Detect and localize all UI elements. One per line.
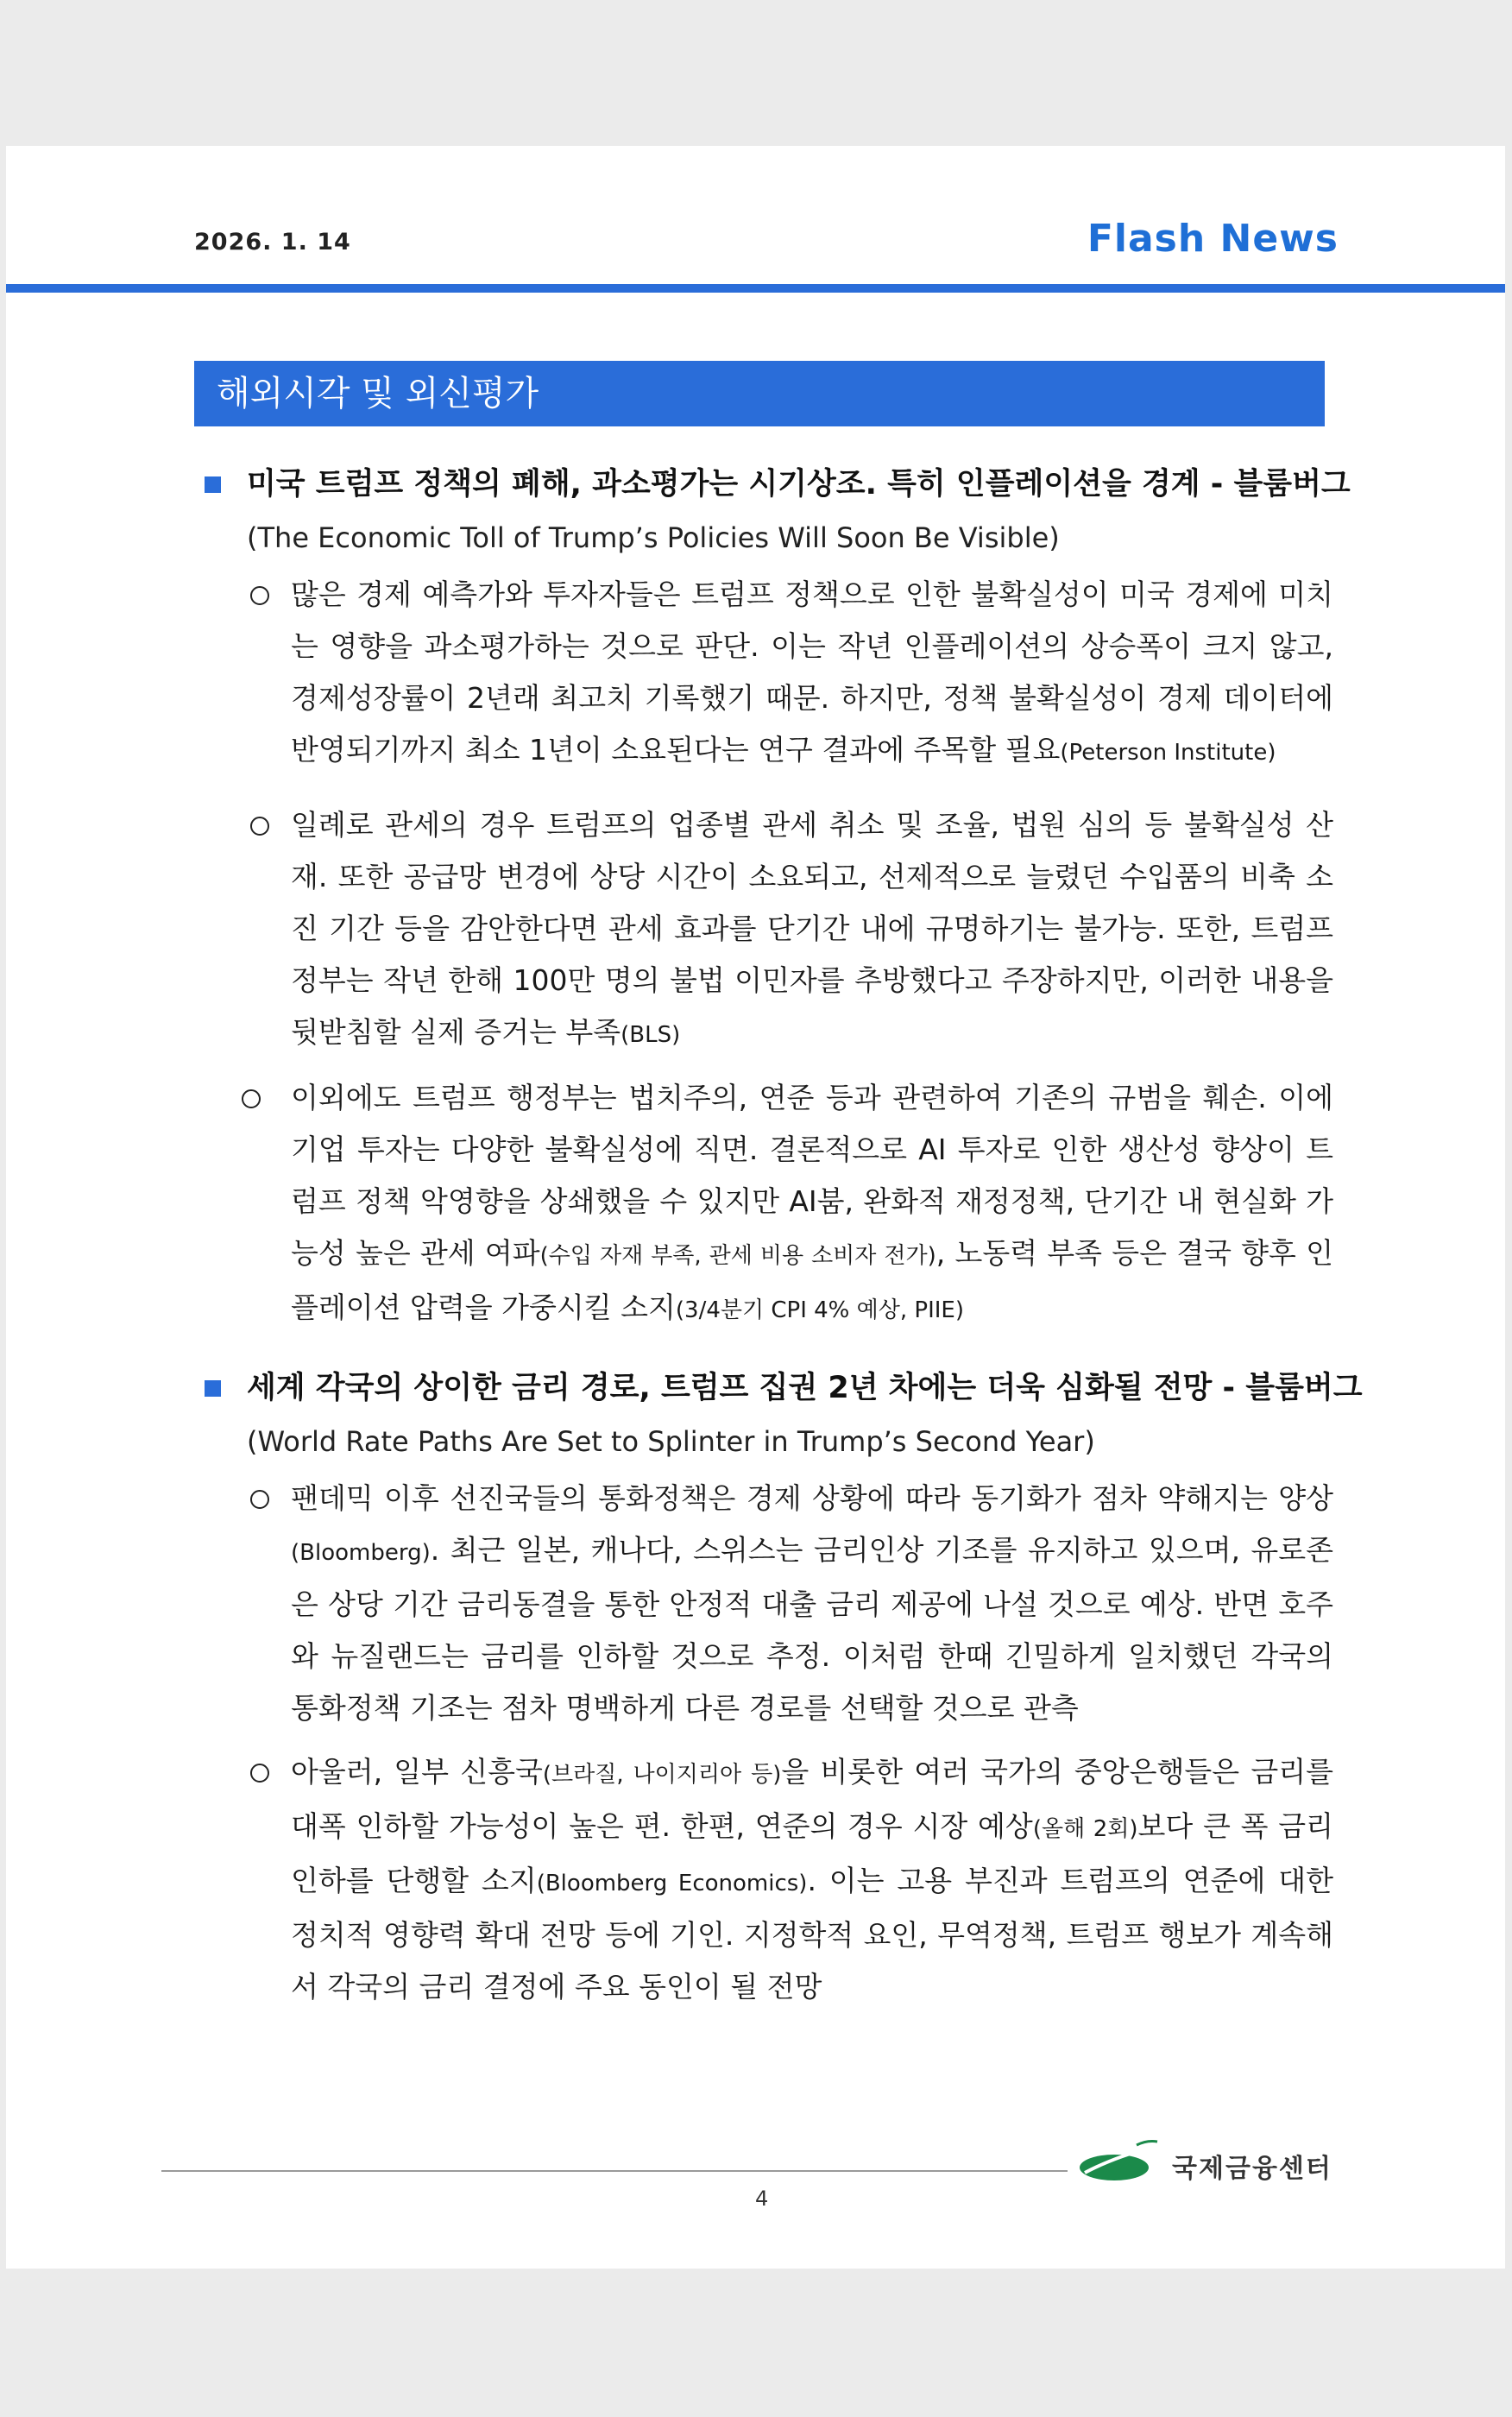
circle-bullet-icon bbox=[250, 817, 269, 836]
paragraph-text: 보다 큰 폭 금리인하를 단행할 소지 bbox=[291, 1809, 1333, 1897]
kcif-logo-icon bbox=[1076, 2138, 1159, 2183]
paragraph-text: , 노동력 부족 등은 결국 향후 인플레이션 압력을 가중시킬 소지 bbox=[291, 1236, 1333, 1324]
article-1-paragraph-3 bbox=[291, 1072, 1333, 1336]
circle-bullet-icon bbox=[250, 1490, 269, 1509]
footer-divider bbox=[161, 2170, 1068, 2172]
section-title: 해외시각 및 외신평가 bbox=[217, 374, 539, 413]
circle-bullet-icon bbox=[242, 1089, 261, 1108]
paragraph-text: 아울러, 일부 신흥국 bbox=[291, 1755, 543, 1789]
document-page bbox=[6, 146, 1505, 2269]
aside-note: (수입 자재 부족, 관세 비용 소비자 전가) bbox=[539, 1243, 936, 1269]
paragraph-text: 팬데믹 이후 선진국들의 통화정책은 경제 상황에 따라 동기화가 점차 약해지는 양상 bbox=[291, 1481, 1333, 1515]
brand-title: Flash News bbox=[1087, 217, 1339, 261]
paragraph-text: 일례로 관세의 경우 트럼프의 업종별 관세 취소 및 조율, 법원 심의 등 불확실성 산재. 또한 공급망 변경에 상당 시간이 소요되고, 선제적으로 늘렸던 수입품의 비축 소진 기간 등을 감안한다면 관세 효과를 단기간 내에 규명하기는 불가능. 또한, 트럼프 정부는 작년 한해 100만 명의 불법 이민자를 추방했다고 주장하지만, 이러한 내용을 뒷받침할 실제 증거는 부족 bbox=[291, 808, 1333, 1049]
source-note: (3/4분기 CPI 4% 예상, PIIE) bbox=[675, 1297, 964, 1323]
paragraph-text: . 최근 일본, 캐나다, 스위스는 금리인상 기조를 유지하고 있으며, 유로존은 상당 기간 금리동결을 통한 안정적 대출 금리 제공에 나설 것으로 예상. 반면 호주와 뉴질랜드는 금리를 인하할 것으로 추정. 이처럼 한때 긴밀하게 일치했던 각국의 통화정책 기조는 점차 명백하게 다른 경로를 선택할 것으로 관측 bbox=[291, 1533, 1333, 1725]
article-1-subtitle: (The Economic Toll of Trump’s Policies Will Soon Be Visible) bbox=[247, 521, 1060, 554]
paragraph-text: 이외에도 트럼프 행정부는 법치주의, 연준 등과 관련하여 기존의 규범을 훼손. 이에 기업 투자는 다양한 불확실성에 직면. 결론적으로 AI 투자로 인한 생산성 향상이 트럼프 정책 악영향을 상쇄했을 수 있지만 AI붐, 완화적 재정정책, 단기간 내 현실화 가능성 높은 관세 여파 bbox=[291, 1081, 1333, 1270]
article-2-subtitle: (World Rate Paths Are Set to Splinter in Trump’s Second Year) bbox=[247, 1425, 1095, 1458]
paragraph-text: 많은 경제 예측가와 투자자들은 트럼프 정책으로 인한 불확실성이 미국 경제에 미치는 영향을 과소평가하는 것으로 판단. 이는 작년 인플레이션의 상승폭이 크지 않고, 경제성장률이 2년래 최고치 기록했기 때문. 하지만, 정책 불확실성이 경제 데이터에 반영되기까지 최소 1년이 소요된다는 연구 결과에 주목할 필요 bbox=[291, 577, 1333, 767]
aside-note: (올해 2회) bbox=[1032, 1816, 1138, 1842]
article-2-paragraph-1 bbox=[291, 1473, 1333, 1734]
circle-bullet-icon bbox=[250, 1764, 269, 1783]
section-header bbox=[194, 361, 1325, 426]
source-note: (Bloomberg) bbox=[291, 1540, 431, 1566]
circle-bullet-icon bbox=[250, 586, 269, 605]
source-note: (BLS) bbox=[621, 1022, 681, 1048]
article-2-paragraph-2 bbox=[291, 1746, 1333, 2013]
article-2-title: 세계 각국의 상이한 금리 경로, 트럼프 집권 2년 차에는 더욱 심화될 전망 - 블룸버그 bbox=[247, 1371, 1363, 1405]
source-note: (Bloomberg Economics) bbox=[536, 1871, 808, 1896]
page-number: 4 bbox=[755, 2187, 769, 2211]
article-1-paragraph-2 bbox=[291, 799, 1333, 1061]
square-bullet-icon bbox=[205, 476, 221, 493]
paragraph-text: 을 비롯한 여러 국가의 중앙은행들은 금리를 대폭 인하할 가능성이 높은 편. 한편, 연준의 경우 시장 예상 bbox=[291, 1755, 1333, 1843]
report-date: 2026. 1. 14 bbox=[194, 229, 351, 256]
square-bullet-icon bbox=[205, 1380, 221, 1397]
article-1-title: 미국 트럼프 정책의 폐해, 과소평가는 시기상조. 특히 인플레이션을 경계 - 블룸버그 bbox=[247, 467, 1351, 502]
paragraph-text: . 이는 고용 부진과 트럼프의 연준에 대한 정치적 영향력 확대 전망 등에 기인. 지정학적 요인, 무역정책, 트럼프 행보가 계속해서 각국의 금리 결정에 주요 동인이 될 전망 bbox=[291, 1864, 1333, 2004]
article-1-paragraph-1 bbox=[291, 569, 1333, 779]
aside-note: (브라질, 나이지리아 등) bbox=[542, 1762, 782, 1788]
header-divider bbox=[6, 284, 1505, 293]
source-note: (Peterson Institute) bbox=[1060, 740, 1276, 766]
organization-name: 국제금융센터 bbox=[1172, 2154, 1332, 2184]
